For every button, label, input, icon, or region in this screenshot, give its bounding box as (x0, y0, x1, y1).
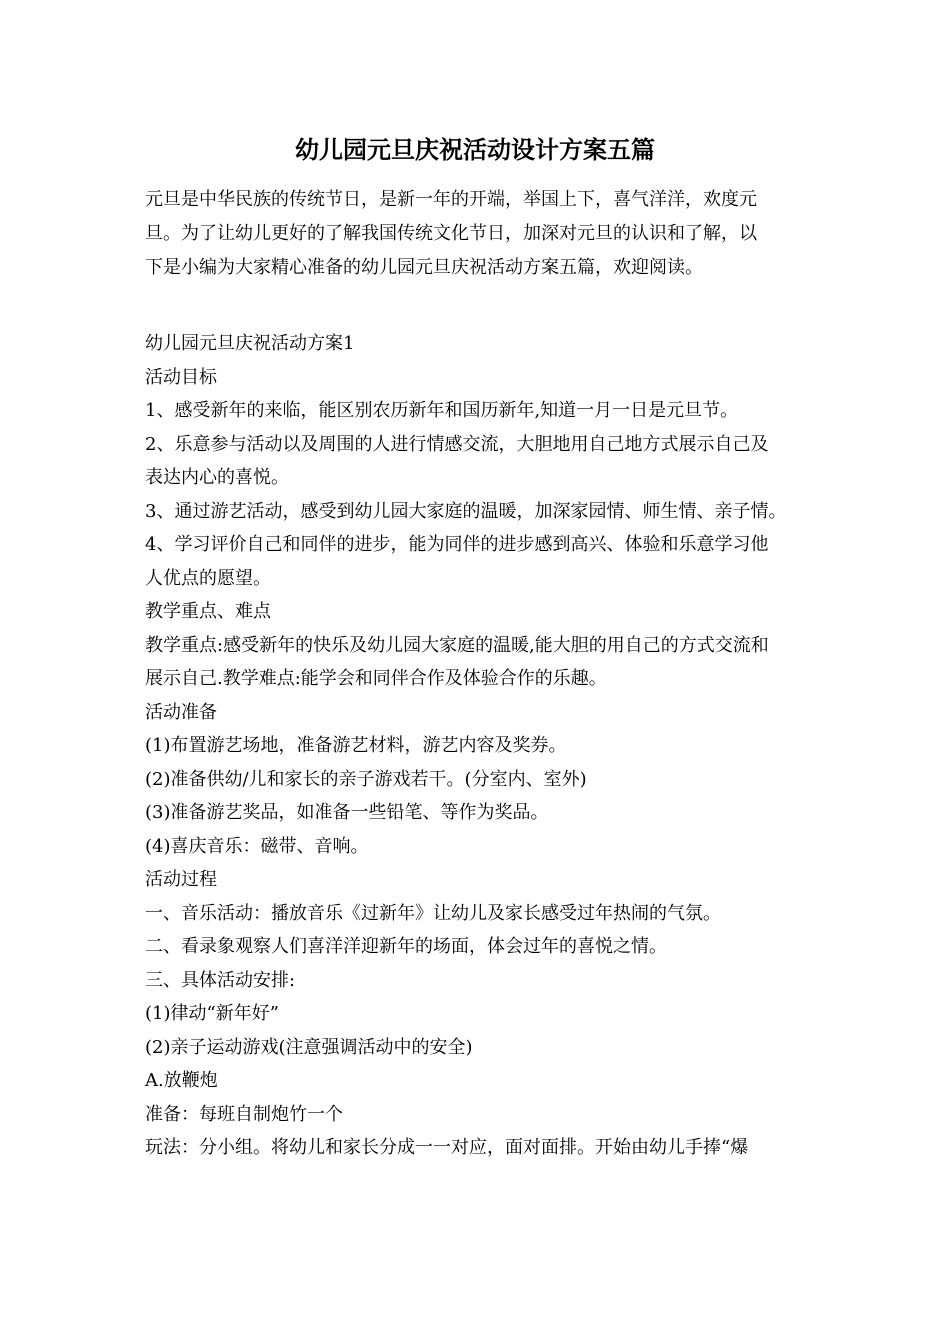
body-line: 3、通过游艺活动，感受到幼儿园大家庭的温暖，加深家园情、师生情、亲子情。 (145, 500, 787, 522)
body-line: (3)准备游艺奖品，如准备一些铅笔、等作为奖品。 (145, 802, 549, 823)
intro-line: 旦。为了让幼儿更好的了解我国传统文化节日，加深对元旦的认识和了解，以 (145, 223, 757, 244)
intro-line: 元旦是中华民族的传统节日，是新一年的开端，举国上下，喜气洋洋，欢度元 (145, 189, 757, 210)
body-line: 表达内心的喜悦。 (145, 467, 289, 488)
body-line: (2)准备供幼/儿和家长的亲子游戏若干。(分室内、室外) (145, 768, 587, 790)
body-line: 三、具体活动安排: (145, 969, 296, 991)
body-line: 玩法：分小组。将幼儿和家长分成一一对应，面对面排。开始由幼儿手捧“爆 (145, 1137, 749, 1158)
body-line: 2、乐意参与活动以及周围的人进行情感交流，大胆地用自己地方式展示自己及 (145, 433, 769, 455)
body-line: (2)亲子运动游戏(注意强调活动中的安全) (145, 1036, 473, 1058)
body-line: 准备：每班自制炮竹一个 (145, 1103, 343, 1125)
body-line: 二、看录象观察人们喜洋洋迎新年的场面，体会过年的喜悦之情。 (145, 936, 667, 957)
subsection-heading: 活动目标 (145, 366, 217, 388)
body-line: (4)喜庆音乐：磁带、音响。 (145, 835, 369, 857)
intro-paragraph (145, 183, 810, 285)
body-line: A.放鞭炮 (145, 1070, 218, 1091)
subsection-heading: 活动过程 (145, 869, 217, 890)
document-body (145, 327, 825, 1165)
body-line: 1、感受新年的来临，能区别农历新年和国历新年,知道一月一日是元旦节。 (145, 400, 739, 421)
body-line: 一、音乐活动：播放音乐《过新年》让幼儿及家长感受过年热闹的气氛。 (145, 902, 721, 924)
section-heading: 幼儿园元旦庆祝活动方案1 (145, 333, 355, 354)
body-line: 4、学习评价自己和同伴的进步，能为同伴的进步感到高兴、体验和乐意学习他 (145, 534, 769, 555)
body-line: 展示自己.教学难点:能学会和同伴合作及体验合作的乐趣。 (145, 668, 607, 689)
body-line: (1)律动“新年好” (145, 1003, 279, 1024)
subsection-heading: 活动准备 (145, 701, 217, 723)
body-line: (1)布置游艺场地，准备游艺材料，游艺内容及奖券。 (145, 735, 567, 756)
document-title: 幼儿园元旦庆祝活动设计方案五篇 (295, 135, 655, 164)
intro-line: 下是小编为大家精心准备的幼儿园元旦庆祝活动方案五篇，欢迎阅读。 (145, 257, 703, 278)
body-line: 教学重点:感受新年的快乐及幼儿园大家庭的温暖,能大胆的用自己的方式交流和 (145, 634, 769, 656)
subsection-heading: 教学重点、难点 (145, 601, 271, 622)
body-line: 人优点的愿望。 (145, 567, 271, 589)
